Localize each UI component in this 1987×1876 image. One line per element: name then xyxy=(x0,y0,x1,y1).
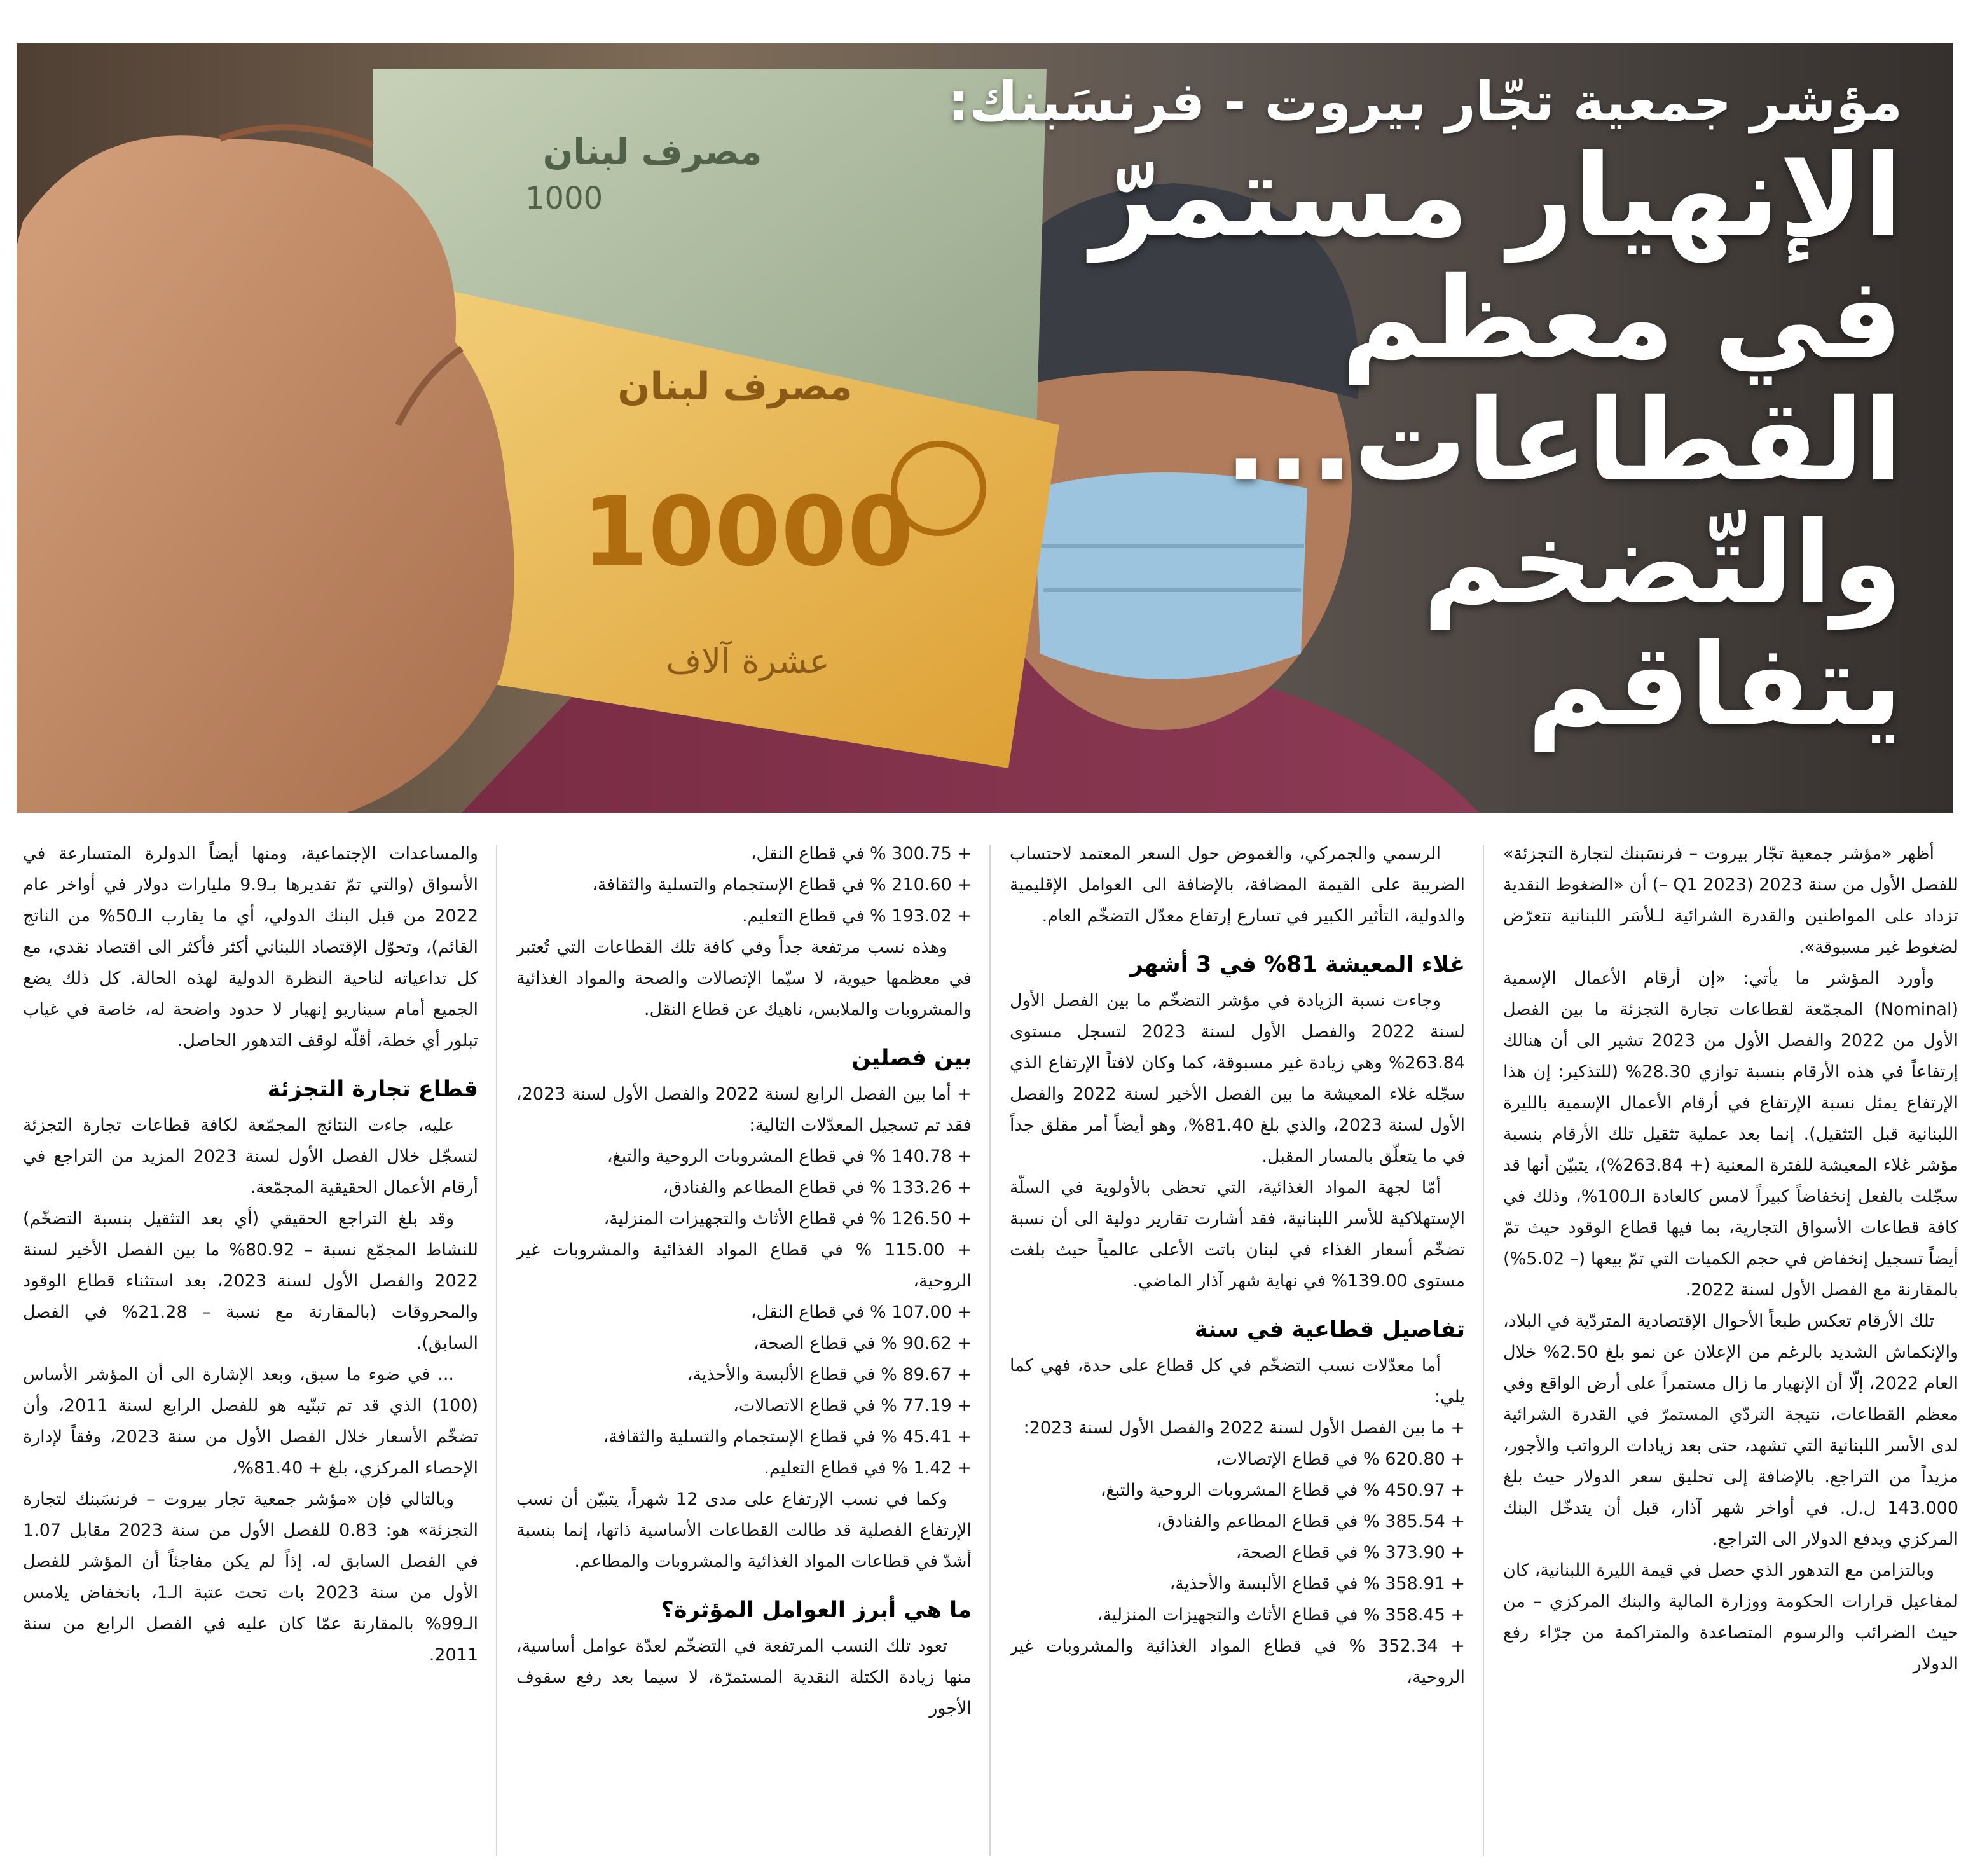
list-item: + 450.97 % في قطاع المشروبات الروحية والتبغ، xyxy=(1100,1480,1465,1500)
paragraph: عليه، جاءت النتائج المجمّعة لكافة قطاعات تجارة التجزئة لتسجّل خلال الفصل الأول لسنة 2023 المزيد من التراجع في أرقام الأعمال الحقيقية المجمّعة. xyxy=(23,1115,478,1197)
paragraph: تلك الأرقام تعكس طبعاً الأحوال الإقتصادية المتردّية في البلاد، والإنكماش الشديد بالرغم من الإعلان عن نمو بلغ 2.50% خلال العام 2022، إلّا أن الإنهيار ما زال مستمراً على أرض الواقع وفي معظم القطاعات، نتيجة التردّي المستمرّ في القدرة الشرائية لدى الأسر اللبنانية التي تشهد، حتى بعد زيادات الرواتب والأجور، مزيداً من التراجع. بالإضافة إلى تحليق سعر الدولار حيث بلغ 143.000 ل.ل. في أواخر شهر آذار، قبل أن يتدخّل البنك المركزي ويدفع الدولار الى التراجع. xyxy=(1503,1311,1958,1549)
list-item: + 1.42 % في قطاع التعليم. xyxy=(764,1458,972,1478)
paragraph: وبالتزامن مع التدهور الذي حصل في قيمة الليرة اللبنانية، كان لمفاعيل قرارات الحكومة ووزارة المالية والبنك المركزي – من حيث الضرائب والرسوم المتصاعدة والمتراكمة من جرّاء رفع الدولار xyxy=(1503,1561,1958,1674)
paragraph: أظهر «مؤشر جمعية تجّار بيروت – فرنسَبنك لتجارة التجزئة» للفصل الأول من سنة 2023 (Q1 2023 –) أن «الضغوط النقدية تزداد على المواطنين والقدرة الشرائية لـلأسَر اللبنانية تتعرّض لضغوط غير مسبوقة». xyxy=(1503,844,1958,957)
column-rule xyxy=(496,845,497,1856)
subheading: قطاع تجارة التجزئة xyxy=(267,1077,478,1102)
list-item: + 107.00 % في قطاع النقل، xyxy=(750,1302,972,1322)
headline-line-1: الإنهيار مستمرّ xyxy=(1091,130,1902,262)
list-item: + 90.62 % في قطاع الصحة، xyxy=(753,1334,972,1353)
list-item: + 115.00 % في قطاع المواد الغذائية والمشروبات غير الروحية، xyxy=(516,1240,972,1291)
column-1 xyxy=(1503,838,1958,1862)
list-item: + 385.54 % في قطاع المطاعم والفنادق، xyxy=(1156,1512,1465,1531)
paragraph: وبالتالي فإن «مؤشر جمعية تجار بيروت – فرنسَبنك لتجارة التجزئة» هو: 0.83 للفصل الأول من سنة 2023 مقابل 1.07 في الفصل السابق له. إذاً لم يكن مفاجئاً أن المؤشر للفصل الأول من سنة 2023 بات تحت عتبة الـ1، بانخفاض يلامس الـ99% بالمقارنة عمّا كان عليه في الفصل الرابع من سنة 2011. xyxy=(23,1489,478,1665)
list-item: + 77.19 % في قطاع الاتصالات، xyxy=(733,1396,972,1416)
headline xyxy=(911,69,1902,751)
column-2 xyxy=(1010,838,1465,1862)
list-item: + 210.60 % في قطاع الإستجمام والتسلية والثقافة، xyxy=(592,875,972,895)
banknote-front-value: 10000 xyxy=(582,477,914,588)
headline-kicker: مؤشر جمعية تجّار بيروت - فرنسَبنك: xyxy=(947,71,1902,133)
headline-line-2: في معظم xyxy=(1341,252,1902,385)
paragraph: وهذه نسب مرتفعة جداً وفي كافة تلك القطاعات التي تُعتبر في معظمها حيوية، لا سيّما الإتصالات والصحة والمواد الغذائية والمشروبات والملابس، ناهيك عن قطاع النقل. xyxy=(516,937,972,1019)
subheading: بين فصلين xyxy=(851,1045,972,1071)
list-item: + 620.80 % في قطاع الإتصالات، xyxy=(1215,1449,1465,1469)
list-item: + 140.78 % في قطاع المشروبات الروحية والتبغ، xyxy=(607,1147,972,1166)
paragraph: الرسمي والجمركي، والغموض حول السعر المعتمد لاحتساب الضريبة على القيمة المضافة، بالإضافة الى العوامل الإقليمية والدولية، التأثير الكبير في تسارع إرتفاع معدّل التضخّم العام. xyxy=(1010,844,1465,926)
banknote-back-value: 1000 xyxy=(525,181,603,216)
paragraph: وجاءت نسبة الزيادة في مؤشر التضخّم ما بين الفصل الأول لسنة 2022 والفصل الأول لسنة 2023 لتسجل مستوى 263.84% وهي زيادة غير مسبوقة، كما وكان لافتاً الإرتفاع الذي سجّله غلاء المعيشة ما بين الفصل الأخير لسنة 2022 والفصل الأول لسنة 2023، والذي بلغ 81.40%، وهو أيضاً أمر مقلق جداً في ما يتعلّق بالمسار المقبل. xyxy=(1010,991,1465,1166)
paragraph: وقد بلغ التراجع الحقيقي (أي بعد التثقيل بنسبة التضخّم) للنشاط المجمّع نسبة – 80.92% ما بين الفصل الأخير لسنة 2022 والفصل الأول لسنة 2023، بعد استثناء قطاع الوقود والمحروقات (بالمقارنة مع نسبة – 21.28% في الفصل السابق). xyxy=(23,1209,478,1353)
paragraph: أمّا لجهة المواد الغذائية، التي تحظى بالأولوية في السلّة الإستهلاكية للأسر اللبنانية، فقد أشارت تقارير دولية الى أن نسبة تضخّم أسعار الغذاء في لبنان باتت الأعلى عالمياً حيث بلغت مستوى 139.00% في نهاية شهر آذار الماضي. xyxy=(1010,1178,1465,1291)
paragraph: وأورد المؤشر ما يأتي: «إن أرقام الأعمال الإسمية (Nominal) المجمّعة لقطاعات تجارة التجزئة ما بين الفصل الأول من 2022 والفصل الأول من 2023 تشير الى أن هنالك إرتفاعاً في هذه الأرقام بنسبة توازي 28.30% (للتذكير: إن هذا الإرتفاع يمثل نسبة الإرتفاع في أرقام الأعمال الإسمية بالليرة اللبنانية قبل التثقيل). إنما بعد عملية تثقيل تلك الأرقام بنسبة مؤشر غلاء المعيشة للفترة المعنية (+ 263.84%)، يتبيّن أنها قد سجّلت بالفعل إنخفاضاً كبيراً لامس كالعادة الـ100%، وذلك في كافة قطاعات الأسواق التجارية، بما فيها قطاع الوقود حيث تمّ أيضاً تسجيل إنخفاض في حجم الكميات التي تمّ بيعها (– 5.02%) بالمقارنة مع الفصل الأول لسنة 2022. xyxy=(1503,969,1958,1300)
paragraph: ... في ضوء ما سبق، وبعد الإشارة الى أن المؤشر الأساس (100) الذي قد تم تبنّيه هو للفصل الرابع لسنة 2011، وأن تضخّم الأسعار خلال الفصل الأول من سنة 2023، وفقاً لإدارة الإحصاء المركزي، بلغ + 81.40%، xyxy=(23,1365,478,1478)
column-rule xyxy=(1483,845,1484,1856)
list-item: + 352.34 % في قطاع المواد الغذائية والمشروبات غير الروحية، xyxy=(1010,1636,1465,1687)
column-3 xyxy=(516,838,972,1862)
headline-line-5: يتفاقم xyxy=(1527,619,1902,751)
paragraph: والمساعدات الإجتماعية، ومنها أيضاً الدولرة المتسارعة في الأسواق (والتي تمّ تقديرها بـ9.9 مليارات دولار في أواخر عام 2022 من قبل البنك الدولي، أي ما يقارب الـ50% من الناتج القائم)، وتحوّل الإقتصاد اللبناني أكثر فأكثر الى اقتصاد نقدي، مع كل تداعياته لناحية النظرة الدولية لهذه الحالة. كل ذلك يضع الجميع أمام سيناريو إنهيار لا حدود واضحة له، خاصة في غياب تبلور أي خطة، أقلّه لوقف التدهور الحاصل. xyxy=(23,844,478,1051)
article-columns xyxy=(22,838,1958,1862)
paragraph: وكما في نسب الإرتفاع على مدى 12 شهراً، يتبيّن أن نسب الإرتفاع الفصلية قد طالت القطاعات الأساسية ذاتها، إنما بنسبة أشدّ في قطاعات المواد الغذائية والمشروبات والمطاعم. xyxy=(516,1489,972,1571)
subheading: ما هي أبرز العوامل المؤثرة؟ xyxy=(661,1597,972,1623)
list-item: + 300.75 % في قطاع النقل، xyxy=(750,844,972,864)
paragraph: أما معدّلات نسب التضخّم في كل قطاع على حدة، فهي كما يلي: xyxy=(1010,1356,1465,1407)
list-item: + 133.26 % في قطاع المطاعم والفنادق، xyxy=(663,1178,972,1197)
subheading: غلاء المعيشة 81% في 3 أشهر xyxy=(1130,952,1465,977)
paragraph: تعود تلك النسب المرتفعة في التضخّم لعدّة عوامل أساسية، منها زيادة الكتلة النقدية المستمرّة، لا سيما بعد رفع سقوف الأجور xyxy=(516,1636,972,1718)
banknote-front-label: عشرة آلاف xyxy=(666,641,830,681)
subheading: تفاصيل قطاعية في سنة xyxy=(1194,1317,1465,1342)
list-item: + 373.90 % في قطاع الصحة، xyxy=(1235,1543,1465,1562)
list-item: + 193.02 % في قطاع التعليم. xyxy=(741,906,972,926)
banknote-front-bank: مصرف لبنان xyxy=(617,364,853,409)
column-rule xyxy=(989,845,991,1856)
list-item: + 358.91 % في قطاع الألبسة والأحذية، xyxy=(1169,1574,1465,1594)
paragraph: + ما بين الفصل الأول لسنة 2022 والفصل الأول لسنة 2023: xyxy=(1023,1418,1465,1438)
headline-line-3: القطاعات... xyxy=(1224,375,1902,507)
list-item: + 45.41 % في قطاع الإستجمام والتسلية والثقافة، xyxy=(603,1427,972,1447)
list-item: + 126.50 % في قطاع الأثاث والتجهيزات المنزلية، xyxy=(603,1209,972,1229)
banknote-back-bank: مصرف لبنان xyxy=(542,132,762,173)
paragraph: + أما بين الفصل الرابع لسنة 2022 والفصل الأول لسنة 2023، فقد تم تسجيل المعدّلات التالية: xyxy=(516,1084,972,1135)
headline-line-4: والتّضخم xyxy=(1422,497,1902,629)
list-item: + 358.45 % في قطاع الأثاث والتجهيزات المنزلية، xyxy=(1097,1605,1465,1625)
hero-photo xyxy=(17,43,1953,813)
list-item: + 89.67 % في قطاع الألبسة والأحذية، xyxy=(687,1365,972,1384)
column-4 xyxy=(23,838,478,1862)
